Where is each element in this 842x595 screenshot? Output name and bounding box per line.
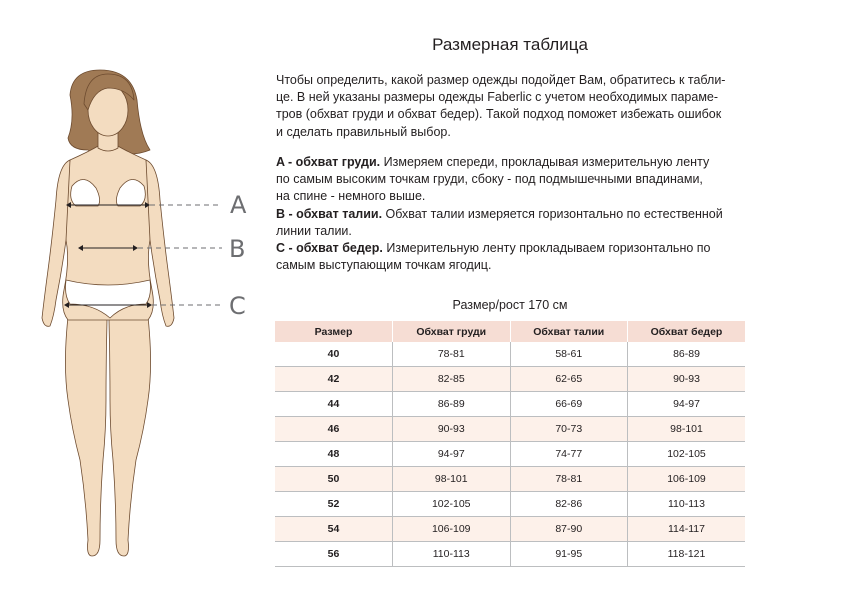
column-header: Обхват талии bbox=[510, 321, 628, 342]
table-cell: 66-69 bbox=[510, 392, 628, 417]
column-header: Обхват груди bbox=[393, 321, 511, 342]
table-cell: 94-97 bbox=[628, 392, 746, 417]
table-cell: 48 bbox=[275, 442, 393, 467]
table-cell: 78-81 bbox=[510, 467, 628, 492]
definition-hips: C - обхват бедер. Измерительную ленту прокладываем горизонтально по самым выступающим точкам ягодиц. bbox=[276, 241, 711, 273]
table-cell: 62-65 bbox=[510, 367, 628, 392]
table-cell: 56 bbox=[275, 542, 393, 567]
definition-waist: B - обхват талии. Обхват талии измеряется горизонтально по естественной линии талии. bbox=[276, 206, 723, 238]
table-cell: 82-86 bbox=[510, 492, 628, 517]
size-table bbox=[275, 321, 745, 567]
measure-label-c: C bbox=[229, 292, 246, 320]
table-cell: 90-93 bbox=[393, 417, 511, 442]
table-row bbox=[275, 467, 745, 492]
table-cell: 102-105 bbox=[628, 442, 746, 467]
table-row bbox=[275, 542, 745, 567]
definition-term: C - обхват бедер. bbox=[276, 241, 383, 256]
table-cell: 106-109 bbox=[393, 517, 511, 542]
table-row bbox=[275, 492, 745, 517]
table-cell: 44 bbox=[275, 392, 393, 417]
intro-line: тров (обхват груди и обхват бедер). Такой подход поможет избежать ошибок bbox=[276, 107, 722, 122]
table-cell: 52 bbox=[275, 492, 393, 517]
intro-paragraph bbox=[276, 72, 746, 141]
definition-term: A - обхват груди. bbox=[276, 155, 381, 169]
intro-line: и сделать правильный выбор. bbox=[276, 124, 451, 139]
body-measurement-figure bbox=[0, 0, 270, 595]
definition-term: B - обхват талии. bbox=[276, 206, 383, 221]
table-cell: 58-61 bbox=[510, 342, 628, 367]
table-cell: 102-105 bbox=[393, 492, 511, 517]
table-row bbox=[275, 517, 745, 542]
table-cell: 87-90 bbox=[510, 517, 628, 542]
intro-line: це. В ней указаны размеры одежды Faberlic с учетом необходимых параме- bbox=[276, 90, 719, 105]
intro-line: Чтобы определить, какой размер одежды подойдет Вам, обратитесь к табли- bbox=[276, 73, 726, 87]
table-cell: 106-109 bbox=[628, 467, 746, 492]
table-row bbox=[275, 392, 745, 417]
table-cell: 110-113 bbox=[628, 492, 746, 517]
table-cell: 54 bbox=[275, 517, 393, 542]
column-header: Обхват бедер bbox=[628, 321, 746, 342]
table-cell: 50 bbox=[275, 467, 393, 492]
page-title: Размерная таблица bbox=[432, 35, 588, 54]
table-cell: 86-89 bbox=[393, 392, 511, 417]
measure-label-b: B bbox=[229, 235, 246, 263]
table-row bbox=[275, 367, 745, 392]
definition-chest: A - обхват груди. Измеряем спереди, прокладывая измерительную ленту по самым высоким точкам груди, сбоку - под подмышечными впадинами, на спине - немного выше. bbox=[276, 155, 710, 204]
table-header-row bbox=[275, 321, 745, 342]
table-cell: 74-77 bbox=[510, 442, 628, 467]
table-cell: 94-97 bbox=[393, 442, 511, 467]
table-caption: Размер/рост 170 см bbox=[452, 298, 568, 312]
table-cell: 86-89 bbox=[628, 342, 746, 367]
table-cell: 91-95 bbox=[510, 542, 628, 567]
table-row bbox=[275, 417, 745, 442]
measurement-definitions bbox=[276, 154, 746, 274]
table-cell: 98-101 bbox=[393, 467, 511, 492]
table-cell: 42 bbox=[275, 367, 393, 392]
table-cell: 46 bbox=[275, 417, 393, 442]
table-cell: 90-93 bbox=[628, 367, 746, 392]
table-row bbox=[275, 442, 745, 467]
table-cell: 82-85 bbox=[393, 367, 511, 392]
measure-label-a: A bbox=[230, 191, 247, 219]
table-cell: 118-121 bbox=[628, 542, 746, 567]
table-cell: 40 bbox=[275, 342, 393, 367]
table-cell: 98-101 bbox=[628, 417, 746, 442]
table-cell: 78-81 bbox=[393, 342, 511, 367]
table-cell: 70-73 bbox=[510, 417, 628, 442]
table-row bbox=[275, 342, 745, 367]
column-header: Размер bbox=[275, 321, 393, 342]
table-cell: 110-113 bbox=[393, 542, 511, 567]
table-cell: 114-117 bbox=[628, 517, 746, 542]
